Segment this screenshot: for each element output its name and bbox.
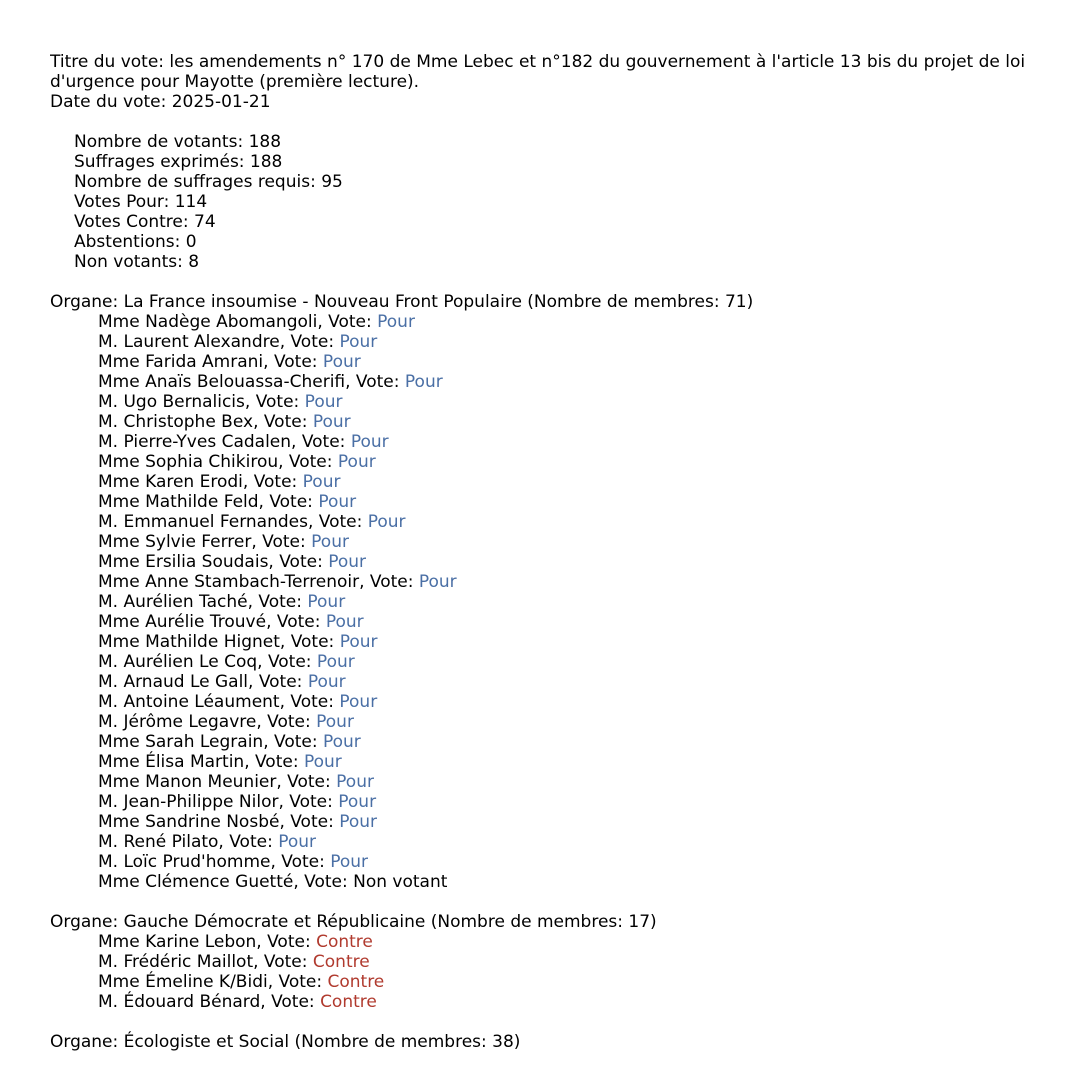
member-vote: Pour: [325, 612, 364, 632]
member-vote: Pour: [278, 832, 317, 852]
member-vote: Pour: [302, 472, 341, 492]
member-vote-row: [50, 832, 1080, 852]
member-name: M. Aurélien Taché, Vote:: [98, 592, 308, 612]
member-name: M. Ugo Bernalicis, Vote:: [98, 392, 305, 412]
member-vote-row: [50, 752, 1080, 772]
member-vote: Pour: [337, 452, 376, 472]
member-vote-row: [50, 492, 1080, 512]
member-name: Mme Sophia Chikirou, Vote:: [98, 452, 338, 472]
member-name: Mme Mathilde Feld, Vote:: [98, 492, 319, 512]
member-name: M. Laurent Alexandre, Vote:: [98, 332, 340, 352]
member-name: Mme Mathilde Hignet, Vote:: [98, 632, 340, 652]
member-vote-row: [50, 532, 1080, 552]
spacer: [50, 892, 1080, 912]
member-vote-row: [50, 952, 1080, 972]
member-vote: Pour: [316, 652, 355, 672]
member-vote-row: [50, 412, 1080, 432]
group-heading: Organe: La France insoumise - Nouveau Front Populaire (Nombre de membres: 71): [50, 292, 754, 312]
stat-votants: Nombre de votants: 188: [74, 132, 282, 152]
member-name: Mme Sarah Legrain, Vote:: [98, 732, 323, 752]
member-name: Mme Émeline K/Bidi, Vote:: [98, 972, 328, 992]
vote-date: Date du vote: 2025-01-21: [50, 92, 271, 112]
member-vote-row: [50, 612, 1080, 632]
member-vote: Contre: [327, 972, 385, 992]
member-vote-row: [50, 512, 1080, 532]
member-name: M. Aurélien Le Coq, Vote:: [98, 652, 317, 672]
member-vote: Pour: [322, 732, 361, 752]
member-vote-row: [50, 452, 1080, 472]
member-vote: Pour: [307, 592, 346, 612]
member-vote-row: [50, 632, 1080, 652]
member-name: M. Arnaud Le Gall, Vote:: [98, 672, 308, 692]
member-vote-row: [50, 792, 1080, 812]
member-name: Mme Sandrine Nosbé, Vote:: [98, 812, 340, 832]
member-vote-row: [50, 372, 1080, 392]
member-vote: Contre: [312, 952, 370, 972]
member-vote-row: [50, 852, 1080, 872]
member-vote: Pour: [404, 372, 443, 392]
member-vote: Pour: [303, 752, 342, 772]
member-vote-row: [50, 672, 1080, 692]
member-vote-row: [50, 932, 1080, 952]
member-vote: Pour: [312, 412, 351, 432]
group-heading: Organe: Écologiste et Social (Nombre de membres: 38): [50, 1032, 521, 1052]
vote-title-line-2: d'urgence pour Mayotte (première lecture).: [50, 72, 420, 92]
member-vote-row: [50, 972, 1080, 992]
member-vote-row: [50, 572, 1080, 592]
member-vote: Pour: [307, 672, 346, 692]
member-vote: Contre: [316, 932, 373, 952]
member-vote: Contre: [320, 992, 377, 1012]
member-vote-row: [50, 392, 1080, 412]
groups-list: [50, 272, 1080, 1052]
member-name: Mme Manon Meunier, Vote:: [98, 772, 337, 792]
member-name: Mme Ersilia Soudais, Vote:: [98, 552, 329, 572]
member-vote-row: [50, 732, 1080, 752]
member-name: M. Loïc Prud'homme, Vote:: [98, 852, 331, 872]
member-name: M. Frédéric Maillot, Vote:: [98, 952, 313, 972]
member-vote-row: [50, 712, 1080, 732]
member-vote-row: [50, 992, 1080, 1012]
member-vote-row: [50, 652, 1080, 672]
vote-document: [50, 52, 1080, 1052]
vote-title-line-1: Titre du vote: les amendements n° 170 de Mme Lebec et n°182 du gouvernement à l'article 13 bis du projet de loi: [50, 52, 1026, 72]
member-vote-row: [50, 332, 1080, 352]
member-vote: Pour: [328, 552, 367, 572]
member-vote: Pour: [338, 792, 377, 812]
member-vote: Non votant: [353, 872, 448, 892]
member-name: M. Antoine Léaument, Vote:: [98, 692, 340, 712]
member-vote: Pour: [336, 772, 374, 792]
member-name: Mme Anaïs Belouassa-Cherifi, Vote:: [98, 372, 405, 392]
member-vote: Pour: [311, 532, 349, 552]
member-vote-row: [50, 432, 1080, 452]
member-vote-row: [50, 772, 1080, 792]
member-vote: Pour: [418, 572, 457, 592]
member-name: M. René Pilato, Vote:: [98, 832, 279, 852]
member-vote: Pour: [322, 352, 361, 372]
stat-suffrages-exprimes: Suffrages exprimés: 188: [74, 152, 283, 172]
member-name: M. Jean-Philippe Nilor, Vote:: [98, 792, 339, 812]
member-name: Mme Karen Erodi, Vote:: [98, 472, 303, 492]
member-name: Mme Nadège Abomangoli, Vote:: [98, 312, 378, 332]
spacer: [50, 1012, 1080, 1032]
stat-abstentions: Abstentions: 0: [74, 232, 197, 252]
stat-suffrages-requis: Nombre de suffrages requis: 95: [74, 172, 343, 192]
member-vote: Pour: [339, 632, 378, 652]
member-name: M. Emmanuel Fernandes, Vote:: [98, 512, 368, 532]
member-name: M. Christophe Bex, Vote:: [98, 412, 313, 432]
member-name: Mme Clémence Guetté, Vote:: [98, 872, 354, 892]
member-name: Mme Élisa Martin, Vote:: [98, 752, 304, 772]
member-vote: Pour: [350, 432, 389, 452]
member-name: Mme Farida Amrani, Vote:: [98, 352, 323, 372]
member-vote: Pour: [339, 692, 378, 712]
stat-votes-pour: Votes Pour: 114: [74, 192, 208, 212]
member-vote: Pour: [367, 512, 406, 532]
member-name: Mme Anne Stambach-Terrenoir, Vote:: [98, 572, 419, 592]
member-vote-row: [50, 812, 1080, 832]
member-vote-row: [50, 872, 1080, 892]
member-vote-row: [50, 592, 1080, 612]
member-vote: Pour: [304, 392, 343, 412]
member-vote-row: [50, 352, 1080, 372]
stat-non-votants: Non votants: 8: [74, 252, 200, 272]
member-name: M. Pierre-Yves Cadalen, Vote:: [98, 432, 351, 452]
member-name: M. Édouard Bénard, Vote:: [98, 992, 321, 1012]
member-vote: Pour: [377, 312, 415, 332]
member-vote-row: [50, 472, 1080, 492]
group-heading: Organe: Gauche Démocrate et Républicaine (Nombre de membres: 17): [50, 912, 657, 932]
spacer: [50, 272, 1080, 292]
member-vote: Pour: [339, 332, 378, 352]
member-vote-row: [50, 552, 1080, 572]
member-name: M. Jérôme Legavre, Vote:: [98, 712, 317, 732]
member-name: Mme Sylvie Ferrer, Vote:: [98, 532, 312, 552]
member-name: Mme Karine Lebon, Vote:: [98, 932, 317, 952]
member-vote: Pour: [339, 812, 378, 832]
spacer: [50, 112, 1080, 132]
member-vote-row: [50, 312, 1080, 332]
member-vote: Pour: [318, 492, 357, 512]
member-name: Mme Aurélie Trouvé, Vote:: [98, 612, 326, 632]
member-vote: Pour: [330, 852, 369, 872]
member-vote-row: [50, 692, 1080, 712]
member-vote: Pour: [316, 712, 354, 732]
stat-votes-contre: Votes Contre: 74: [74, 212, 216, 232]
